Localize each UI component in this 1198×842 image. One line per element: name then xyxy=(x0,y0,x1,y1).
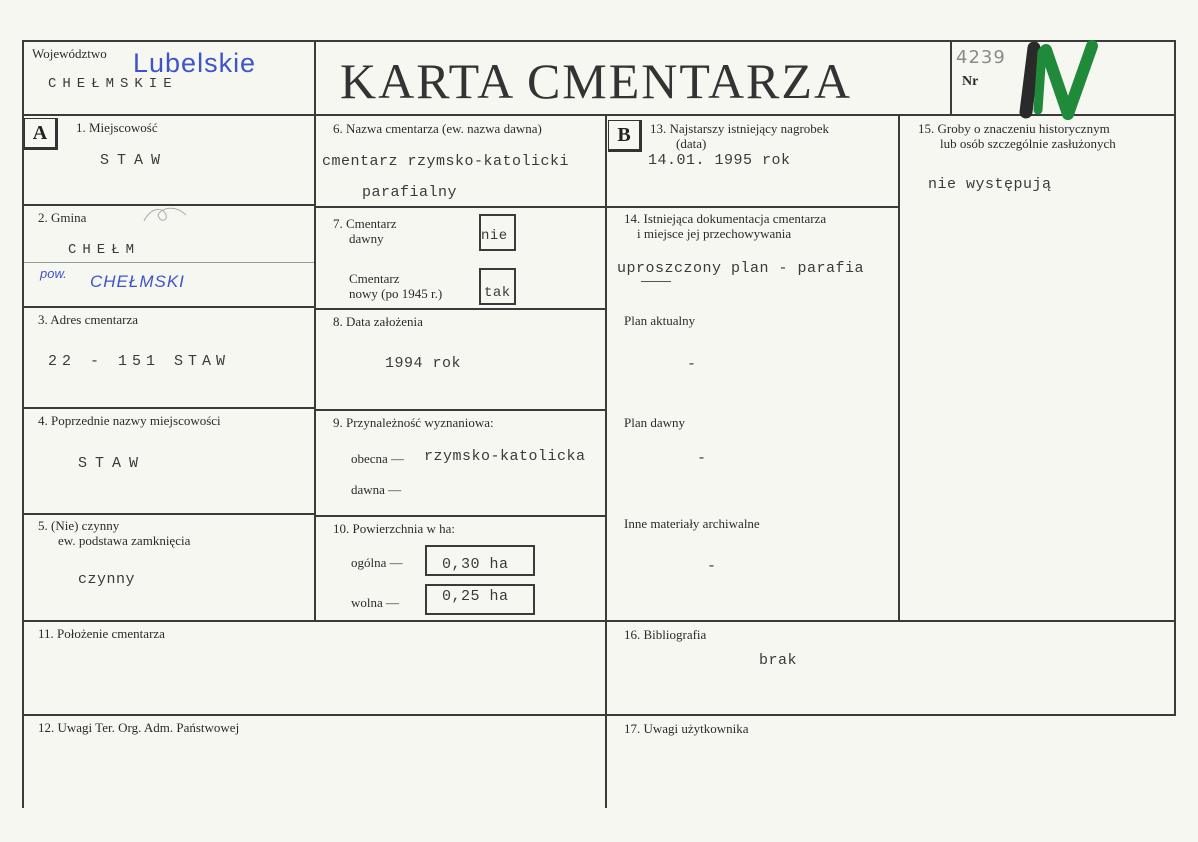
pencil-scribble xyxy=(140,203,190,225)
f4-value: STAW xyxy=(78,455,147,472)
f9-current-value: rzymsko-katolicka xyxy=(424,448,586,465)
plan-current-label: Plan aktualny xyxy=(624,313,696,328)
rule-col1 xyxy=(314,40,316,620)
rule-col3 xyxy=(898,114,900,620)
f1-value: STAW xyxy=(100,152,169,169)
f13-label-line2: (data) xyxy=(676,136,707,151)
f14-label-line1: 14. Istniejąca dokumentacja cmentarza xyxy=(624,211,827,226)
plan-old-value: - xyxy=(697,450,707,467)
f13-value: 14.01. 1995 rok xyxy=(648,152,791,169)
voivodeship-stamp: Lubelskie xyxy=(133,48,257,78)
f10-label: 10. Powierzchnia w ha: xyxy=(333,521,456,536)
rule-top xyxy=(22,40,1175,42)
f9-label: 9. Przynależność wyznaniowa: xyxy=(333,415,494,430)
f6-value-line2: parafialny xyxy=(362,184,458,201)
f2-value: CHEŁM xyxy=(68,242,141,258)
f10-total-value: 0,30 ha xyxy=(442,556,509,573)
f9-former-label: dawna — xyxy=(351,482,402,497)
rule-a3 xyxy=(22,407,314,409)
other-materials-label: Inne materiały archiwalne xyxy=(624,516,760,531)
rule-nr xyxy=(950,40,952,114)
f5-label-line2: ew. podstawa zamknięcia xyxy=(58,533,191,548)
f7-new-label-line1: Cmentarz xyxy=(349,271,400,286)
rule-col2 xyxy=(605,114,607,808)
f16-label: 16. Bibliografia xyxy=(624,627,707,642)
f6-label: 6. Nazwa cmentarza (ew. nazwa dawna) xyxy=(333,121,542,136)
rule-a2-mid xyxy=(24,262,314,263)
f4-label: 4. Poprzednie nazwy miejscowości xyxy=(38,413,221,428)
rule-a4 xyxy=(22,513,314,515)
rule-m8 xyxy=(314,409,605,411)
plan-current-value: - xyxy=(687,356,697,373)
f2-county-value: CHEŁMSKI xyxy=(90,272,185,291)
f2-county-prefix: pow. xyxy=(40,266,67,281)
f7-old-label-line1: 7. Cmentarz xyxy=(333,216,397,231)
page-title: KARTA CMENTARZA xyxy=(340,53,853,109)
f7-new-label-line2: nowy (po 1945 r.) xyxy=(349,286,443,301)
f15-label-line1: 15. Groby o znaczeniu historycznym xyxy=(918,121,1110,136)
record-number-label: Nr xyxy=(962,74,979,89)
f10-total-label: ogólna — xyxy=(351,555,403,570)
plan-old-label: Plan dawny xyxy=(624,415,686,430)
f7-new-value: tak xyxy=(484,285,511,301)
f17-label: 17. Uwagi użytkownika xyxy=(624,721,749,736)
f10-free-label: wolna — xyxy=(351,595,400,610)
f15-label-line2: lub osób szczególnie zasłużonych xyxy=(940,136,1116,151)
rule-right xyxy=(1174,40,1176,716)
f1-label: 1. Miejscowość xyxy=(76,120,158,135)
f9-current-label: obecna — xyxy=(351,451,405,466)
rule-a2 xyxy=(22,306,314,308)
f3-value: 22 - 151 STAW xyxy=(48,353,231,370)
rule-header-bottom xyxy=(22,114,1175,116)
f11-label: 11. Położenie cmentarza xyxy=(38,626,165,641)
marker-letter-mark xyxy=(1012,38,1112,122)
f7-old-label-line2: dawny xyxy=(349,231,384,246)
section-b-marker: B xyxy=(608,120,642,152)
rule-row12 xyxy=(22,714,1174,716)
f15-value: nie występują xyxy=(928,176,1052,193)
rule-m6 xyxy=(314,206,605,208)
f3-label: 3. Adres cmentarza xyxy=(38,312,138,327)
voivodeship-label: Województwo xyxy=(32,46,107,61)
record-number-pencil: 4239 xyxy=(956,47,1006,68)
f14-value: uproszczony plan - parafia xyxy=(617,260,865,277)
f13-label-line1: 13. Najstarszy istniejący nagrobek xyxy=(650,121,830,136)
f8-value: 1994 rok xyxy=(385,355,462,372)
f2-label: 2. Gmina xyxy=(38,210,87,225)
f7-old-value: nie xyxy=(481,228,508,244)
rule-b13 xyxy=(605,206,898,208)
f5-value: czynny xyxy=(78,571,136,588)
voivodeship-old-value: CHEŁMSKIE xyxy=(48,76,178,92)
rule-m7 xyxy=(314,308,605,310)
rule-m9 xyxy=(314,515,605,517)
f14-label-line2: i miejsce jej przechowywania xyxy=(637,226,792,241)
f6-value-line1: cmentarz rzymsko-katolicki xyxy=(322,153,570,170)
f16-value: brak xyxy=(759,652,798,669)
f10-free-value: 0,25 ha xyxy=(442,588,509,605)
other-materials-value: - xyxy=(707,558,717,575)
f5-label-line1: 5. (Nie) czynny xyxy=(38,518,120,533)
rule-left xyxy=(22,40,24,808)
f12-label: 12. Uwagi Ter. Org. Adm. Państwowej xyxy=(38,720,240,735)
f8-label: 8. Data założenia xyxy=(333,314,423,329)
rule-row11 xyxy=(22,620,1174,622)
f14-pencil-underline xyxy=(641,281,671,282)
section-a-marker: A xyxy=(24,118,58,150)
